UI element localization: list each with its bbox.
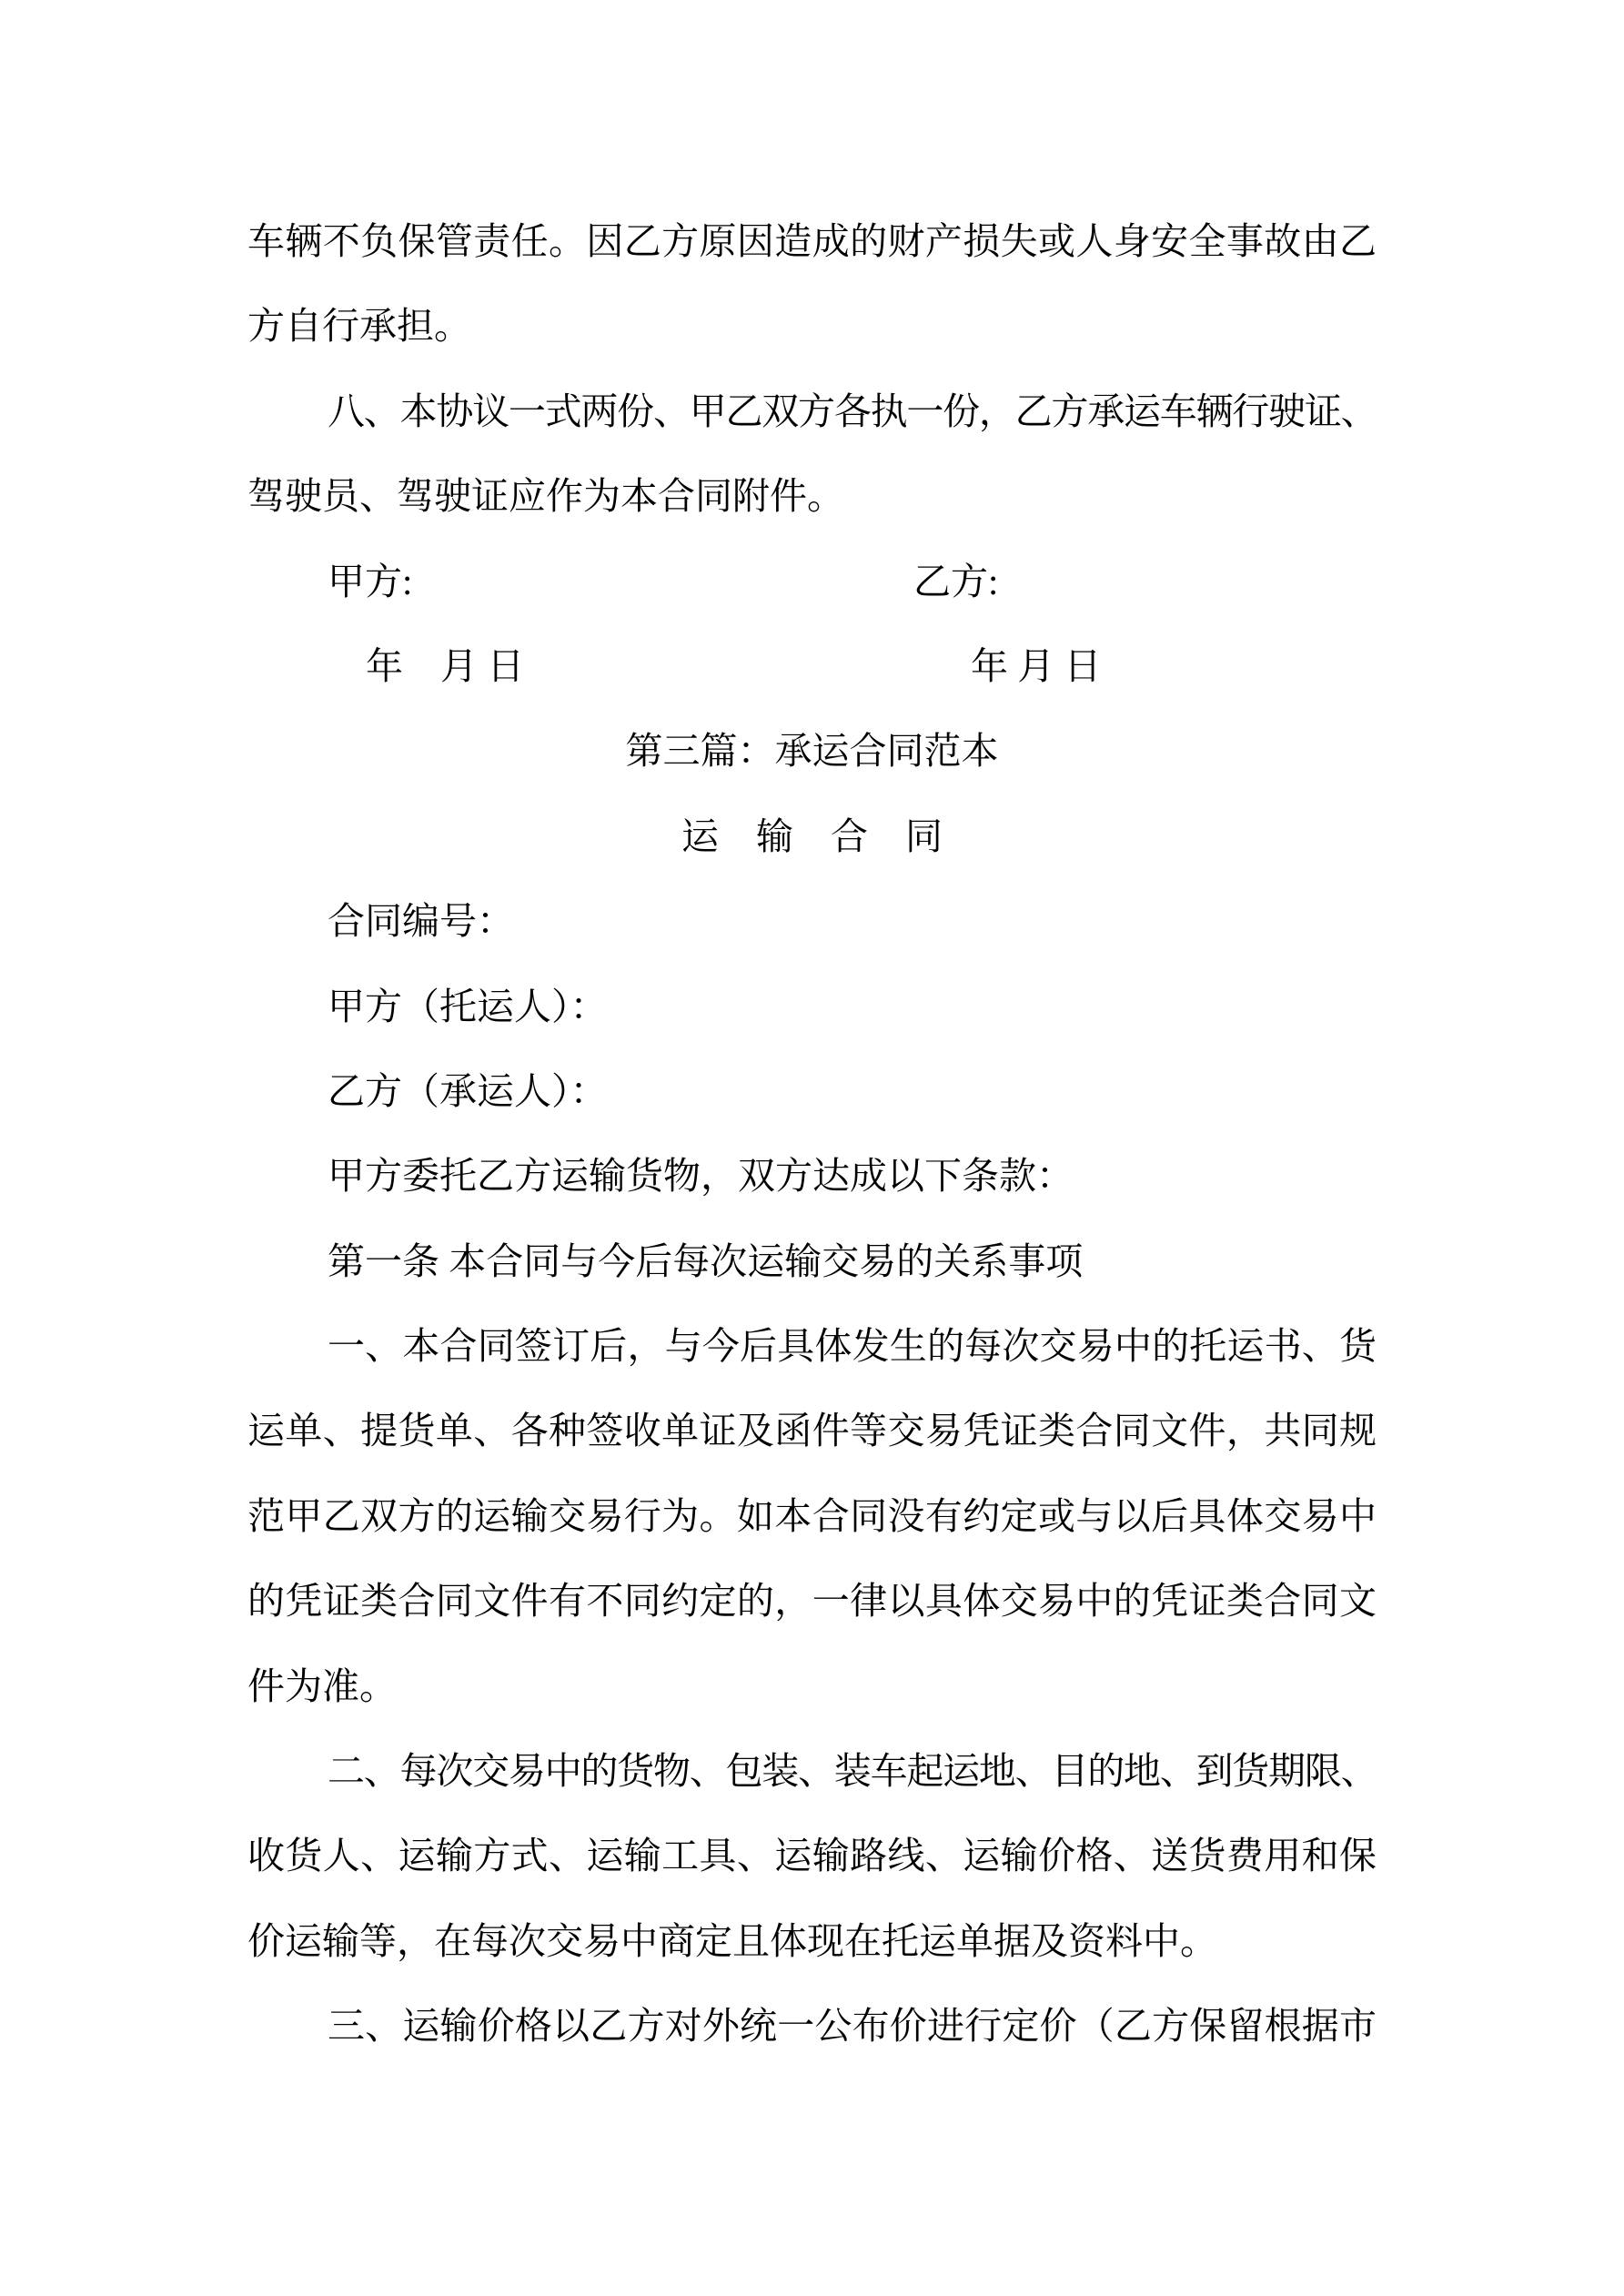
contract-text-body bbox=[247, 199, 1377, 2069]
date-row bbox=[247, 624, 1377, 709]
article1-item2-line-1: 二、每次交易中的货物、包装、装车起运地、目的地、到货期限、 bbox=[328, 1750, 1377, 1793]
article1-item1-line-4: 的凭证类合同文件有不同约定的，一律以具体交易中的凭证类合同文 bbox=[247, 1580, 1377, 1623]
article1-item3-line-1: 三、运输价格以乙方对外统一公布价进行定价（乙方保留根据市 bbox=[328, 2005, 1377, 2048]
signature-row bbox=[247, 540, 1377, 624]
article1-item1-line-5: 件为准。 bbox=[247, 1664, 397, 1707]
section-heading: 第三篇：承运合同范本 bbox=[625, 730, 999, 773]
article1-item2-line-3: 价运输等，在每次交易中商定且体现在托运单据及资料中。 bbox=[247, 1919, 1217, 1962]
contract-title: 运 输 合 同 bbox=[681, 814, 943, 857]
party-b-signature-label: 乙方: bbox=[913, 560, 999, 602]
prev-clause-line-1: 车辆不负保管责任。因乙方原因造成的财产损失或人身安全事故由乙 bbox=[247, 220, 1377, 262]
party-b-date-label: 年 月 日 bbox=[971, 644, 1102, 687]
preamble-line: 甲方委托乙方运输货物，双方达成以下条款： bbox=[328, 1155, 1074, 1198]
article1-item1-line-3: 范甲乙双方的运输交易行为。如本合同没有约定或与以后具体交易中 bbox=[247, 1494, 1377, 1537]
party-a-signature-label: 甲方: bbox=[328, 560, 413, 602]
party-a-line: 甲方（托运人）： bbox=[328, 985, 608, 1027]
article1-item2-line-2: 收货人、运输方式、运输工具、运输路线、运输价格、送货费用和保 bbox=[247, 1835, 1377, 1877]
party-a-date-label: 年 月 日 bbox=[366, 644, 525, 687]
article1-item1-line-1: 一、本合同签订后，与今后具体发生的每次交易中的托运书、货 bbox=[328, 1325, 1377, 1368]
clause8-line-2: 驾驶员、驾驶证应作为本合同附件。 bbox=[247, 475, 844, 518]
article1-heading: 第一条 本合同与今后每次运输交易的关系事项 bbox=[328, 1239, 1084, 1282]
article1-item1-line-2: 运单、提货单、各种签收单证及函件等交易凭证类合同文件，共同规 bbox=[247, 1410, 1377, 1452]
prev-clause-line-2: 方自行承担。 bbox=[247, 305, 471, 348]
contract-number-label: 合同编号： bbox=[328, 900, 514, 943]
party-b-line: 乙方（承运人）： bbox=[328, 1069, 608, 1112]
clause8-line-1: 八、本协议一式两份、甲乙双方各执一份，乙方承运车辆行驶证、 bbox=[328, 389, 1377, 432]
